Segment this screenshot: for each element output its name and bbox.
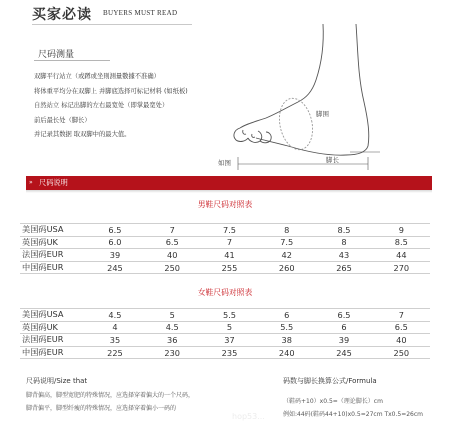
formula-line: 例如:44码(鞋码44+10)x0.5=27cm Tx0.5=26cm <box>283 411 424 418</box>
size-note-line: 脚背偏高，脚型宽肥的特殊情况，应选择穿着偏大的一个尺码， <box>26 392 195 399</box>
size-cell: 255 <box>201 261 258 274</box>
size-cell: 5 <box>201 321 258 334</box>
women-size-table <box>20 308 430 359</box>
measure-step: 自然站立 标记出脚的左右最宽处（即掌最宽处） <box>34 102 169 110</box>
size-cell: 7.5 <box>201 224 258 237</box>
size-cell: 8 <box>315 236 372 249</box>
size-cell: 6 <box>315 321 372 334</box>
size-cell: 37 <box>201 334 258 347</box>
size-cell: 230 <box>144 346 201 359</box>
size-cell: 44 <box>373 249 430 262</box>
size-row-label: 英国码UK <box>20 236 86 249</box>
size-row-label: 英国码UK <box>20 321 86 334</box>
size-cell: 8.5 <box>315 224 372 237</box>
measure-steps <box>34 70 188 143</box>
size-cell: 7 <box>144 224 201 237</box>
size-cell: 265 <box>315 261 372 274</box>
double-chevron-icon: » <box>29 179 33 186</box>
size-cell: 38 <box>258 334 315 347</box>
size-cell: 4 <box>86 321 143 334</box>
size-cell: 6.0 <box>86 236 143 249</box>
size-table-row <box>20 236 430 249</box>
size-cell: 6.5 <box>373 321 430 334</box>
size-guide-banner <box>26 176 432 190</box>
size-note-title: 尺码说明/Size that <box>26 377 88 385</box>
size-cell: 8 <box>258 224 315 237</box>
size-table-row <box>20 334 430 347</box>
size-cell: 6 <box>258 309 315 322</box>
size-cell: 9 <box>373 224 430 237</box>
size-row-label: 中国码EUR <box>20 346 86 359</box>
size-row-label: 法国码EUR <box>20 249 86 262</box>
size-table-row <box>20 224 430 237</box>
size-cell: 5.5 <box>258 321 315 334</box>
women-size-table-title: 女鞋尺码对照表 <box>197 288 253 297</box>
measure-section-title: 尺码测量 <box>38 50 75 60</box>
size-table-row <box>20 346 430 359</box>
size-cell: 36 <box>144 334 201 347</box>
size-row-label: 中国码EUR <box>20 261 86 274</box>
size-cell: 8.5 <box>373 236 430 249</box>
size-cell: 4.5 <box>86 309 143 322</box>
size-cell: 39 <box>86 249 143 262</box>
watermark: hop53... <box>232 412 265 421</box>
size-cell: 41 <box>201 249 258 262</box>
size-cell: 6.5 <box>86 224 143 237</box>
measure-step: 前后最长处（脚长） <box>34 116 91 124</box>
foot-length-label: 脚长 <box>326 156 339 164</box>
size-cell: 39 <box>315 334 372 347</box>
measure-step: 双脚平行站立（或蹲或坐則測量數據不准确） <box>34 73 160 80</box>
size-cell: 40 <box>373 334 430 347</box>
formula-title: 码数与脚长换算公式/Formula <box>283 377 377 385</box>
size-cell: 225 <box>86 346 143 359</box>
page-title: 买家必读 <box>32 7 92 23</box>
measure-title-underline <box>34 60 110 61</box>
size-row-label: 美国码USA <box>20 224 86 237</box>
size-row-label: 法国码EUR <box>20 334 86 347</box>
measure-step: 将体重平均分在双脚上 并脚底选择可标记材料 (如纸板) <box>34 87 188 95</box>
formula-line: （鞋码+10）x0.5=（理论脚长）cm <box>283 398 383 405</box>
size-cell: 40 <box>144 249 201 262</box>
size-table-row <box>20 321 430 334</box>
size-cell: 43 <box>315 249 372 262</box>
men-size-table <box>20 223 430 274</box>
men-size-table-title: 男鞋尺码对照表 <box>197 200 253 209</box>
size-cell: 7 <box>201 236 258 249</box>
size-cell: 35 <box>86 334 143 347</box>
size-table-row <box>20 261 430 274</box>
size-table-row <box>20 249 430 262</box>
size-cell: 7 <box>373 309 430 322</box>
size-cell: 4.5 <box>144 321 201 334</box>
size-note-line: 脚背偏平，脚型纤瘦的特殊情况，应选择穿着偏小一码的 <box>26 405 177 412</box>
size-cell: 270 <box>373 261 430 274</box>
instep-label: 脚围 <box>316 110 329 118</box>
page-subtitle: BUYERS MUST READ <box>103 9 178 17</box>
size-guide-banner-label: 尺码说明 <box>39 178 68 187</box>
foot-width-label: 如图 <box>218 159 231 167</box>
size-cell: 260 <box>258 261 315 274</box>
size-cell: 250 <box>373 346 430 359</box>
banner-shadow <box>26 190 432 193</box>
size-cell: 6.5 <box>144 236 201 249</box>
size-row-label: 美国码USA <box>20 309 86 322</box>
size-cell: 235 <box>201 346 258 359</box>
header-divider <box>32 24 192 25</box>
size-cell: 42 <box>258 249 315 262</box>
size-cell: 245 <box>86 261 143 274</box>
foot-diagram-illustration <box>218 22 428 172</box>
size-cell: 240 <box>258 346 315 359</box>
measure-step: 并记录其数据 取双脚中的最大值。 <box>34 131 131 139</box>
size-table-row <box>20 309 430 322</box>
size-cell: 245 <box>315 346 372 359</box>
size-note-text <box>26 389 194 415</box>
formula-text <box>283 395 423 421</box>
size-cell: 250 <box>144 261 201 274</box>
size-cell: 6.5 <box>315 309 372 322</box>
size-cell: 5 <box>144 309 201 322</box>
size-cell: 7.5 <box>258 236 315 249</box>
size-cell: 5.5 <box>201 309 258 322</box>
